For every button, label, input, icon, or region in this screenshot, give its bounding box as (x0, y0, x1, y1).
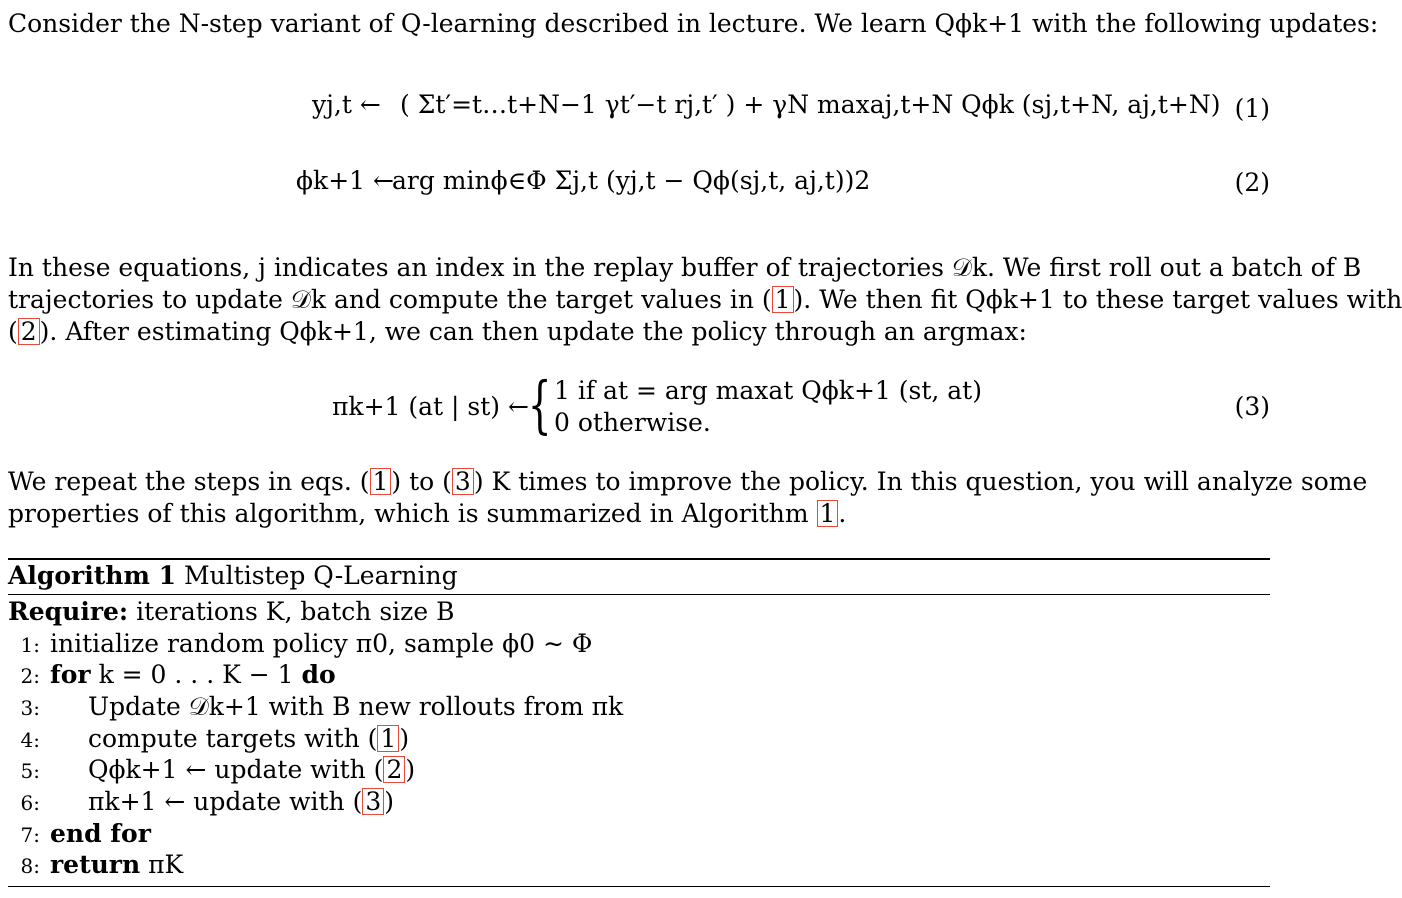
para2-line2-text-a: trajectories to update 𝒟k and compute the target values in ( (8, 285, 772, 314)
algorithm-ref-link[interactable]: 1 (817, 500, 839, 527)
step-keyword: end for (50, 819, 151, 848)
algorithm-label: Algorithm 1 (8, 561, 176, 590)
step-text: Update 𝒟k+1 with B new rollouts from πk (88, 692, 624, 721)
para2-line3-text-b: ). After estimating Qϕk+1, we can then update the policy through an argmax: (39, 317, 1027, 346)
step-text: πk+1 ← update with ( (88, 787, 363, 816)
algorithm-caption (8, 560, 458, 592)
step-number: 2: (20, 664, 40, 688)
equation-3-case2: 0 otherwise. (554, 408, 711, 437)
step-keyword: do (301, 660, 336, 689)
equation-2-rhs: arg minϕ∈Φ Σj,t (yj,t − Qϕ(sj,t, aj,t))2 (392, 166, 871, 195)
step-number: 7: (20, 823, 40, 847)
algorithm-step (8, 786, 394, 818)
step-tail: ) (399, 724, 410, 753)
left-brace: { (527, 368, 552, 441)
equation-ref-link[interactable]: 3 (362, 788, 384, 815)
para2-line1: In these equations, j indicates an index in the replay buffer of trajectories 𝒟k. We first roll out a batch of B (8, 253, 1362, 282)
algorithm-step (8, 754, 415, 786)
para2-line3 (8, 316, 1270, 348)
step-keyword: for (50, 660, 91, 689)
algorithm-bottom-rule (8, 886, 1270, 887)
equation-ref-link[interactable]: 2 (18, 318, 40, 345)
para3-line1 (8, 466, 1368, 498)
step-text: k = 0 . . . K − 1 (98, 660, 294, 689)
para3-line2-text-a: properties of this algorithm, which is summarized in Algorithm (8, 499, 817, 528)
equation-1-number: (1) (1234, 94, 1270, 123)
step-number: 1: (20, 633, 40, 657)
equation-3-lhs: πk+1 (at | st) ← (332, 392, 529, 421)
equation-2-lhs: ϕk+1 ← (296, 166, 394, 195)
step-text: πK (148, 850, 184, 879)
intro-paragraph (8, 8, 1379, 40)
equation-ref-link[interactable]: 1 (772, 286, 794, 313)
algorithm-step (8, 691, 623, 723)
equation-ref-link[interactable]: 1 (370, 468, 392, 495)
equation-3-number: (3) (1234, 392, 1270, 421)
algorithm-step (8, 818, 151, 850)
paragraph-2 (8, 252, 1402, 348)
para3-line1-text-c: ) K times to improve the policy. In this question, you will analyze some (473, 467, 1368, 496)
step-keyword: return (50, 850, 141, 879)
step-number: 8: (20, 854, 40, 878)
paragraph-3 (8, 466, 1368, 530)
require-label: Require: (8, 597, 129, 626)
algorithm-caption-rule (8, 594, 1270, 595)
step-text: Qϕk+1 ← update with ( (88, 755, 384, 784)
require-text: iterations K, batch size B (136, 597, 455, 626)
step-tail: ) (405, 755, 416, 784)
equation-1-rhs: ( Σt′=t…t+N−1 γt′−t rj,t′ ) + γN maxaj,t+N Qϕk (sj,t+N, aj,t+N) (400, 90, 1221, 119)
algorithm-require (8, 596, 454, 628)
para2-line2 (8, 284, 1402, 316)
step-tail: ) (384, 787, 394, 816)
para3-line1-text-b: ) to ( (391, 467, 452, 496)
para3-line2-text-b: . (838, 499, 847, 528)
algorithm-step (8, 849, 183, 881)
equation-2-number: (2) (1234, 168, 1270, 197)
para3-line2 (8, 498, 1270, 530)
step-number: 4: (20, 728, 40, 752)
algorithm-step (8, 659, 336, 691)
equation-1-lhs: yj,t ← (312, 90, 381, 119)
intro-line: Consider the N-step variant of Q-learning described in lecture. We learn Qϕk+1 with the following updates: (8, 9, 1379, 38)
step-number: 5: (20, 759, 40, 783)
para2-line2-text-b: ). We then fit Qϕk+1 to these target values with (793, 285, 1402, 314)
equation-ref-link[interactable]: 2 (383, 756, 405, 783)
step-number: 6: (20, 791, 40, 815)
para3-line1-text-a: We repeat the steps in eqs. ( (8, 467, 370, 496)
equation-3-case1: 1 if at = arg maxat Qϕk+1 (st, at) (554, 376, 982, 405)
algorithm-step (8, 628, 592, 660)
para2-line3-text-a: ( (8, 317, 18, 346)
algorithm-step (8, 723, 409, 755)
equation-ref-link[interactable]: 3 (452, 468, 474, 495)
step-text: compute targets with ( (88, 724, 378, 753)
step-text: initialize random policy π0, sample ϕ0 ∼ Φ (50, 629, 593, 658)
step-number: 3: (20, 696, 40, 720)
algorithm-title: Multistep Q-Learning (183, 561, 458, 590)
equation-ref-link[interactable]: 1 (377, 725, 399, 752)
